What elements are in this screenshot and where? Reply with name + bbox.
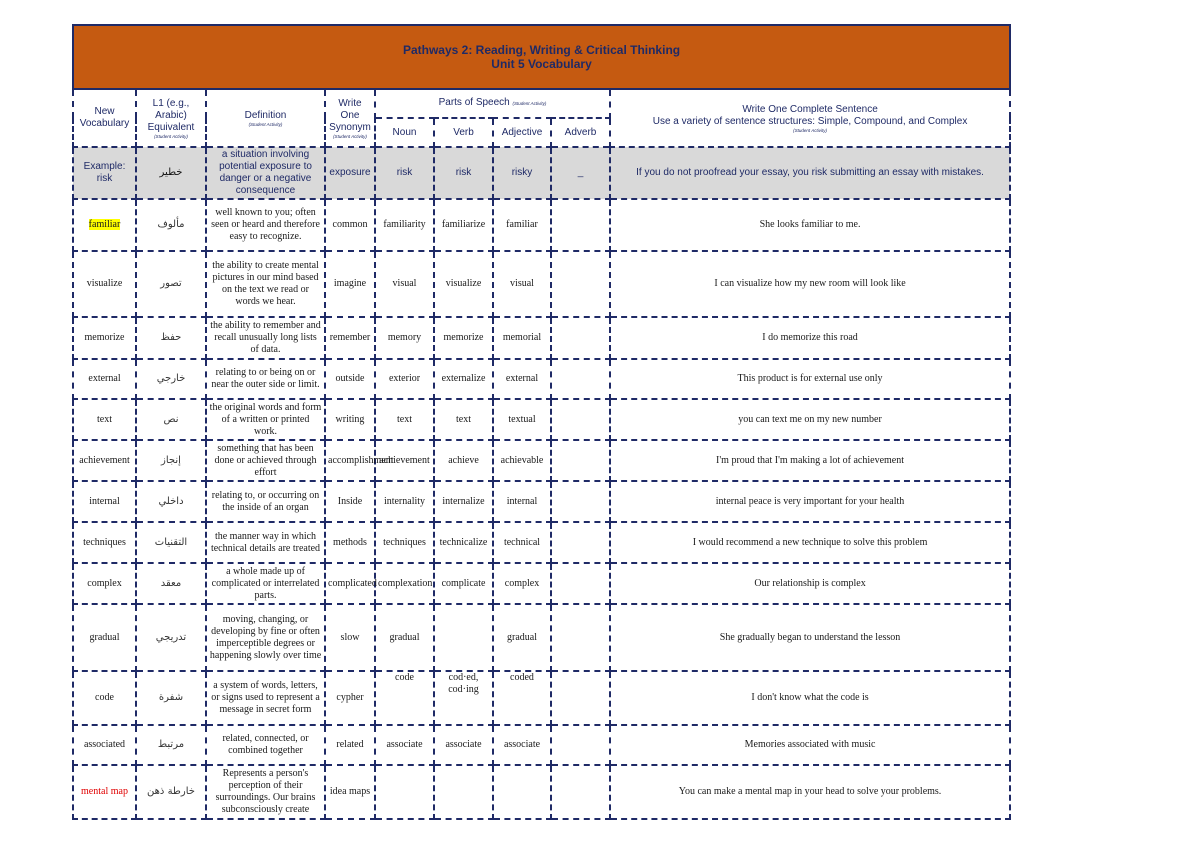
header-noun: Noun [375, 118, 434, 147]
vocab-adjective: memorial [493, 317, 551, 359]
vocab-noun: internality [375, 481, 434, 522]
header-verb: Verb [434, 118, 493, 147]
header-adjective: Adjective [493, 118, 551, 147]
vocab-adjective: textual [493, 399, 551, 440]
table-row [73, 399, 1010, 440]
vocab-verb: associate [434, 725, 493, 765]
vocab-synonym: Inside [325, 481, 375, 522]
header-definition-note: (Student Activity) [248, 121, 283, 127]
vocab-synonym: related [325, 725, 375, 765]
example-synonym: exposure [325, 147, 375, 199]
header-parts-of-speech [375, 89, 610, 118]
vocab-adjective [493, 765, 551, 819]
header-sentence [610, 89, 1010, 147]
vocab-sentence: I would recommend a new technique to solve this problem [610, 522, 1010, 563]
vocab-l1: التقنيات [136, 522, 206, 563]
vocab-definition: the ability to remember and recall unusually long lists of data. [206, 317, 325, 359]
vocab-synonym: imagine [325, 251, 375, 317]
table-row [73, 481, 1010, 522]
vocab-word: achievement [73, 440, 136, 481]
vocab-noun: complexation [375, 563, 434, 604]
vocab-adjective: visual [493, 251, 551, 317]
vocab-l1: مألوف [136, 199, 206, 251]
vocab-sentence: I don't know what the code is [610, 671, 1010, 725]
vocab-synonym: accomplishment [325, 440, 375, 481]
vocab-verb: text [434, 399, 493, 440]
table-row [73, 725, 1010, 765]
vocab-definition: a whole made up of complicated or interrelated parts. [206, 563, 325, 604]
vocab-l1: خارجي [136, 359, 206, 399]
table-row [73, 199, 1010, 251]
vocab-verb [434, 765, 493, 819]
vocab-verb: technicalize [434, 522, 493, 563]
header-pos-note: (Student Activity) [512, 101, 547, 106]
vocab-l1: حفظ [136, 317, 206, 359]
header-l1 [136, 89, 206, 147]
vocab-adjective: external [493, 359, 551, 399]
vocab-sentence: She gradually began to understand the lesson [610, 604, 1010, 671]
example-noun: risk [375, 147, 434, 199]
vocab-definition: well known to you; often seen or heard and therefore easy to recognize. [206, 199, 325, 251]
header-row-1 [73, 89, 1010, 118]
vocab-adverb [551, 199, 610, 251]
vocab-noun: text [375, 399, 434, 440]
vocab-synonym: slow [325, 604, 375, 671]
vocab-synonym: complicated [325, 563, 375, 604]
vocab-verb: externalize [434, 359, 493, 399]
vocab-word: visualize [73, 251, 136, 317]
vocab-sentence: I'm proud that I'm making a lot of achievement [610, 440, 1010, 481]
vocab-definition: something that has been done or achieved through effort [206, 440, 325, 481]
vocab-l1: تدريجي [136, 604, 206, 671]
vocab-adverb [551, 671, 610, 725]
vocab-adverb [551, 317, 610, 359]
header-l1-label: L1 (e.g., Arabic) Equivalent [147, 97, 195, 133]
header-sentence-note: (Student Activity) [793, 127, 827, 133]
example-l1: خطير [136, 147, 206, 199]
vocab-adverb [551, 563, 610, 604]
vocab-adverb [551, 359, 610, 399]
vocab-noun: memory [375, 317, 434, 359]
vocab-word: complex [73, 563, 136, 604]
vocab-adverb [551, 604, 610, 671]
table-row [73, 765, 1010, 819]
vocab-adverb [551, 765, 610, 819]
vocab-word: techniques [73, 522, 136, 563]
vocab-noun: associate [375, 725, 434, 765]
table-row [73, 671, 1010, 725]
vocab-verb: complicate [434, 563, 493, 604]
table-row [73, 440, 1010, 481]
table-row [73, 317, 1010, 359]
vocab-adjective: associate [493, 725, 551, 765]
vocab-l1: نص [136, 399, 206, 440]
vocab-word [73, 199, 136, 251]
table-row [73, 604, 1010, 671]
example-word: Example: risk [73, 147, 136, 199]
vocab-l1: إنجاز [136, 440, 206, 481]
vocab-definition: relating to or being on or near the outer side or limit. [206, 359, 325, 399]
vocab-l1: تصور [136, 251, 206, 317]
header-new-vocab: New Vocabulary [73, 89, 136, 147]
vocab-adjective: complex [493, 563, 551, 604]
vocab-word: memorize [73, 317, 136, 359]
title-row [73, 25, 1010, 89]
header-definition-label: Definition [244, 109, 287, 121]
vocab-noun: techniques [375, 522, 434, 563]
vocab-definition: Represents a person's perception of their surroundings. Our brains subconsciously create [206, 765, 325, 819]
vocab-noun: code [375, 671, 434, 725]
vocab-noun: gradual [375, 604, 434, 671]
example-definition: a situation involving potential exposure to danger or a negative consequence [206, 147, 325, 199]
header-synonym [325, 89, 375, 147]
vocab-synonym: cypher [325, 671, 375, 725]
vocab-noun: familiarity [375, 199, 434, 251]
vocab-adverb [551, 251, 610, 317]
vocab-synonym: methods [325, 522, 375, 563]
vocab-sentence: This product is for external use only [610, 359, 1010, 399]
header-sentence-sub: Use a variety of sentence structures: Simple, Compound, and Complex [652, 115, 968, 127]
example-sentence: If you do not proofread your essay, you risk submitting an essay with mistakes. [610, 147, 1010, 199]
vocab-l1: خارطة ذهن [136, 765, 206, 819]
vocab-definition: related, connected, or combined together [206, 725, 325, 765]
vocab-verb: cod·ed, cod·ing [434, 671, 493, 725]
vocab-l1: مرتبط [136, 725, 206, 765]
vocab-synonym: outside [325, 359, 375, 399]
vocab-adverb [551, 399, 610, 440]
vocab-definition: the original words and form of a written or printed work. [206, 399, 325, 440]
vocab-verb: visualize [434, 251, 493, 317]
vocab-l1: داخلي [136, 481, 206, 522]
vocab-adverb [551, 725, 610, 765]
vocab-sentence: I can visualize how my new room will look like [610, 251, 1010, 317]
vocab-verb: familiarize [434, 199, 493, 251]
vocab-verb: memorize [434, 317, 493, 359]
header-sentence-label: Write One Complete Sentence [742, 103, 878, 115]
vocab-definition: the manner way in which technical details are treated [206, 522, 325, 563]
vocab-adverb [551, 481, 610, 522]
table-row [73, 522, 1010, 563]
vocab-word-text: familiar [88, 219, 121, 230]
vocab-word: external [73, 359, 136, 399]
header-l1-note: (Student Activity) [154, 133, 188, 139]
vocab-word: text [73, 399, 136, 440]
page-title [73, 25, 1010, 89]
vocab-l1: شفرة [136, 671, 206, 725]
vocab-l1: معقد [136, 563, 206, 604]
vocab-word: internal [73, 481, 136, 522]
vocab-sentence: Memories associated with music [610, 725, 1010, 765]
example-adverb: _ [551, 147, 610, 199]
vocab-adverb [551, 440, 610, 481]
example-verb: risk [434, 147, 493, 199]
vocab-word: gradual [73, 604, 136, 671]
vocab-adjective: gradual [493, 604, 551, 671]
vocab-verb: achieve [434, 440, 493, 481]
vocab-synonym: remember [325, 317, 375, 359]
vocab-sentence: internal peace is very important for your health [610, 481, 1010, 522]
vocab-definition: a system of words, letters, or signs used to represent a message in secret form [206, 671, 325, 725]
example-adjective: risky [493, 147, 551, 199]
vocab-adjective: familiar [493, 199, 551, 251]
vocab-definition: relating to, or occurring on the inside of an organ [206, 481, 325, 522]
vocab-sentence: Our relationship is complex [610, 563, 1010, 604]
vocab-definition: moving, changing, or developing by fine or often imperceptible degrees or happening slowly over time [206, 604, 325, 671]
vocab-synonym: common [325, 199, 375, 251]
vocab-synonym: idea maps [325, 765, 375, 819]
header-adverb: Adverb [551, 118, 610, 147]
vocab-word: mental map [73, 765, 136, 819]
vocab-definition: the ability to create mental pictures in our mind based on the text we read or words we hear. [206, 251, 325, 317]
vocab-sentence: You can make a mental map in your head to solve your problems. [610, 765, 1010, 819]
example-row [73, 147, 1010, 199]
vocab-word: associated [73, 725, 136, 765]
vocab-adverb [551, 522, 610, 563]
vocab-noun [375, 765, 434, 819]
table-row [73, 251, 1010, 317]
vocab-sentence: you can text me on my new number [610, 399, 1010, 440]
vocabulary-table [72, 24, 1011, 820]
vocab-synonym: writing [325, 399, 375, 440]
title-line-2: Unit 5 Vocabulary [491, 57, 592, 71]
vocab-verb: internalize [434, 481, 493, 522]
vocab-verb [434, 604, 493, 671]
title-line-1: Pathways 2: Reading, Writing & Critical Thinking [402, 43, 681, 57]
vocab-sentence: I do memorize this road [610, 317, 1010, 359]
header-pos-label: Parts of Speech [438, 97, 510, 108]
vocab-adjective: internal [493, 481, 551, 522]
vocab-sentence: She looks familiar to me. [610, 199, 1010, 251]
table-row [73, 563, 1010, 604]
header-definition [206, 89, 325, 147]
header-synonym-note: (Student Activity) [333, 133, 367, 139]
vocab-noun: achievement [375, 440, 434, 481]
vocab-noun: exterior [375, 359, 434, 399]
vocab-noun: visual [375, 251, 434, 317]
header-synonym-label: Write One Synonym [329, 97, 371, 133]
vocab-adjective: coded [493, 671, 551, 725]
vocab-adjective: achievable [493, 440, 551, 481]
vocab-word: code [73, 671, 136, 725]
table-row [73, 359, 1010, 399]
vocab-adjective: technical [493, 522, 551, 563]
